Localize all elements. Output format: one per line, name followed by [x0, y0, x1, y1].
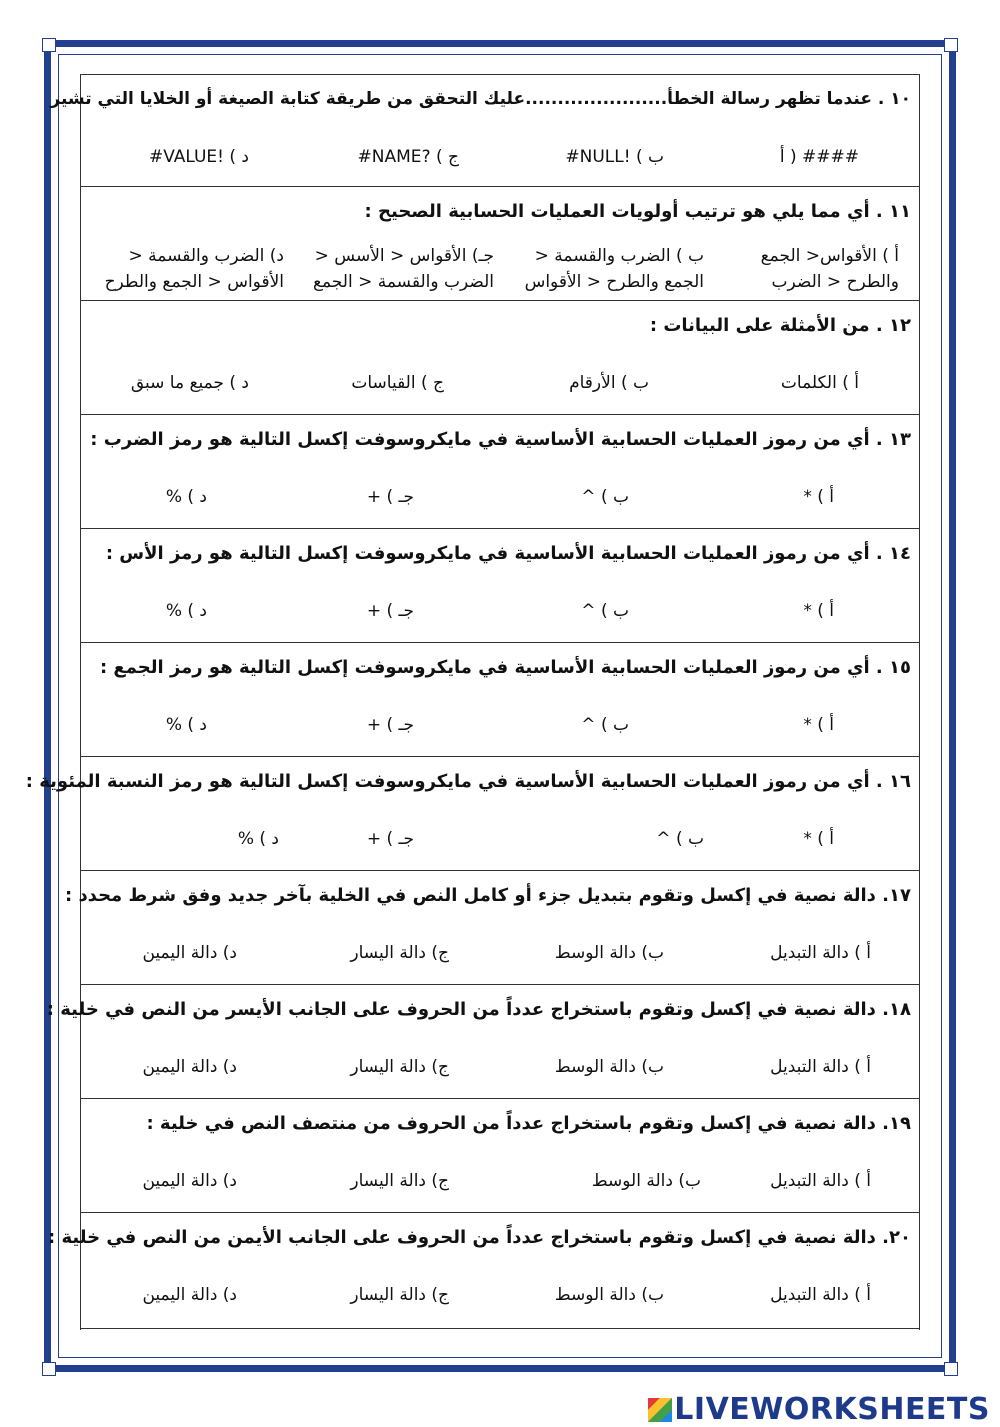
option-c[interactable]: جـ ) +	[366, 487, 414, 507]
question-stem: ١٠ . عندما تظهر رسالة الخطأ......................عليك التحقق من طريقة كتابة الصيغة أو الخلايا التي تشير	[50, 89, 911, 109]
option-a[interactable]: أ ) *	[803, 715, 834, 735]
option-b[interactable]: ب ) ^	[581, 487, 629, 507]
option-d[interactable]: د ) !VALUE#	[148, 147, 249, 167]
question-14	[81, 528, 919, 642]
option-b[interactable]: ب) دالة الوسط	[554, 943, 664, 963]
option-d[interactable]: د ) %	[165, 487, 207, 507]
option-b[interactable]: ب ) الأرقام	[569, 373, 649, 393]
liveworksheets-logo[interactable]	[648, 1392, 990, 1427]
option-a[interactable]	[761, 243, 899, 295]
option-line: د) الضرب والقسمة <	[128, 246, 284, 266]
option-d[interactable]: د) دالة اليمين	[142, 1285, 237, 1305]
option-line: أ ) الأقواس< الجمع	[760, 246, 899, 266]
option-b[interactable]: ب) دالة الوسط	[554, 1285, 664, 1305]
option-line: الضرب والقسمة < الجمع	[312, 272, 494, 292]
option-line: جـ) الأقواس < الأسس <	[314, 246, 494, 266]
question-stem: ١٢ . من الأمثلة على البيانات :	[649, 315, 911, 336]
option-c[interactable]: جـ ) +	[366, 715, 414, 735]
question-stem: ١١ . أي مما يلي هو ترتيب أولويات العمليات الحسابية الصحيح :	[364, 201, 911, 222]
border-corner	[944, 1362, 958, 1376]
question-18	[46, 984, 919, 1098]
option-c[interactable]: ج) دالة اليسار	[350, 1285, 449, 1305]
question-stem: ١٦ . أي من رموز العمليات الحسابية الأساسية في مايكروسوفت إكسل التالية هو رمز النسبة المئوية :	[25, 771, 911, 792]
option-c[interactable]: ج) دالة اليسار	[350, 1171, 449, 1191]
question-stem: ١٤ . أي من رموز العمليات الحسابية الأساسية في مايكروسوفت إكسل التالية هو رمز الأس :	[105, 543, 911, 564]
question-stem: ١٧. دالة نصية في إكسل وتقوم بتبديل جزء أو كامل النص في الخلية بآخر جديد وفق شرط محدد :	[64, 885, 911, 906]
option-a[interactable]: أ ) دالة التبديل	[770, 1171, 871, 1191]
brand-text: LIVEWORKSHEETS	[674, 1392, 990, 1427]
border-corner	[42, 1362, 56, 1376]
question-20	[48, 1212, 919, 1329]
option-b[interactable]: ب ) ^	[581, 715, 629, 735]
option-b[interactable]: ب) دالة الوسط	[554, 1057, 664, 1077]
question-15	[81, 642, 919, 756]
question-stem: ١٩. دالة نصية في إكسل وتقوم باستخراج عدداً من الحروف من منتصف النص في خلية :	[146, 1113, 911, 1134]
option-b[interactable]: ب ) ^	[656, 829, 704, 849]
option-a[interactable]: أ ) دالة التبديل	[770, 943, 871, 963]
option-line: الأقواس < الجمع والطرح	[104, 272, 284, 292]
question-17	[64, 870, 919, 984]
option-d[interactable]: د ) %	[165, 601, 207, 621]
border-corner	[42, 38, 56, 52]
question-12	[81, 300, 919, 414]
option-d[interactable]	[105, 243, 284, 295]
option-d[interactable]: د) دالة اليمين	[142, 1057, 237, 1077]
question-19	[81, 1098, 919, 1212]
question-stem: ٢٠. دالة نصية في إكسل وتقوم باستخراج عدداً من الحروف على الجانب الأيمن من النص في خلية :	[48, 1227, 911, 1248]
option-d[interactable]: د ) جميع ما سبق	[130, 373, 249, 393]
liveworksheets-logo-icon	[648, 1398, 672, 1422]
option-b[interactable]: ب) دالة الوسط	[591, 1171, 701, 1191]
option-c[interactable]: ج) دالة اليسار	[350, 1057, 449, 1077]
option-c[interactable]: ج ) القياسات	[351, 373, 444, 393]
option-c[interactable]: جـ ) +	[366, 601, 414, 621]
question-stem: ١٥ . أي من رموز العمليات الحسابية الأساسية في مايكروسوفت إكسل التالية هو رمز الجمع :	[99, 657, 911, 678]
question-sheet	[25, 74, 920, 1330]
option-b[interactable]: ب ) ^	[581, 601, 629, 621]
question-11	[81, 186, 919, 300]
option-line: ب ) الضرب والقسمة <	[534, 246, 704, 266]
option-a[interactable]: أ ) الكلمات	[780, 373, 859, 393]
question-stem: ١٨. دالة نصية في إكسل وتقوم باستخراج عدداً من الحروف على الجانب الأيسر من النص في خلية :	[46, 999, 911, 1020]
option-d[interactable]: د ) %	[165, 715, 207, 735]
option-a[interactable]: أ ) ####	[779, 147, 859, 167]
option-d[interactable]: د ) %	[237, 829, 279, 849]
option-line: والطرح < الضرب	[771, 272, 899, 292]
question-stem: ١٣ . أي من رموز العمليات الحسابية الأساسية في مايكروسوفت إكسل التالية هو رمز الضرب :	[90, 429, 911, 450]
option-c[interactable]	[313, 243, 494, 295]
option-line: الجمع والطرح < الأقواس	[524, 272, 704, 292]
option-c[interactable]: ج) دالة اليسار	[350, 943, 449, 963]
option-a[interactable]: أ ) *	[803, 601, 834, 621]
option-a[interactable]: أ ) دالة التبديل	[770, 1057, 871, 1077]
question-16	[25, 756, 919, 870]
question-10	[50, 74, 919, 186]
border-corner	[944, 38, 958, 52]
option-a[interactable]: أ ) *	[803, 829, 834, 849]
option-d[interactable]: د) دالة اليمين	[142, 943, 237, 963]
option-a[interactable]: أ ) *	[803, 487, 834, 507]
option-b[interactable]	[525, 243, 704, 295]
option-a[interactable]: أ ) دالة التبديل	[770, 1285, 871, 1305]
option-d[interactable]: د) دالة اليمين	[142, 1171, 237, 1191]
question-13	[81, 414, 919, 528]
option-c[interactable]: جـ ) +	[366, 829, 414, 849]
option-c[interactable]: ج ) ?NAME#	[357, 147, 459, 167]
option-b[interactable]: ب ) !NULL#	[565, 147, 664, 167]
